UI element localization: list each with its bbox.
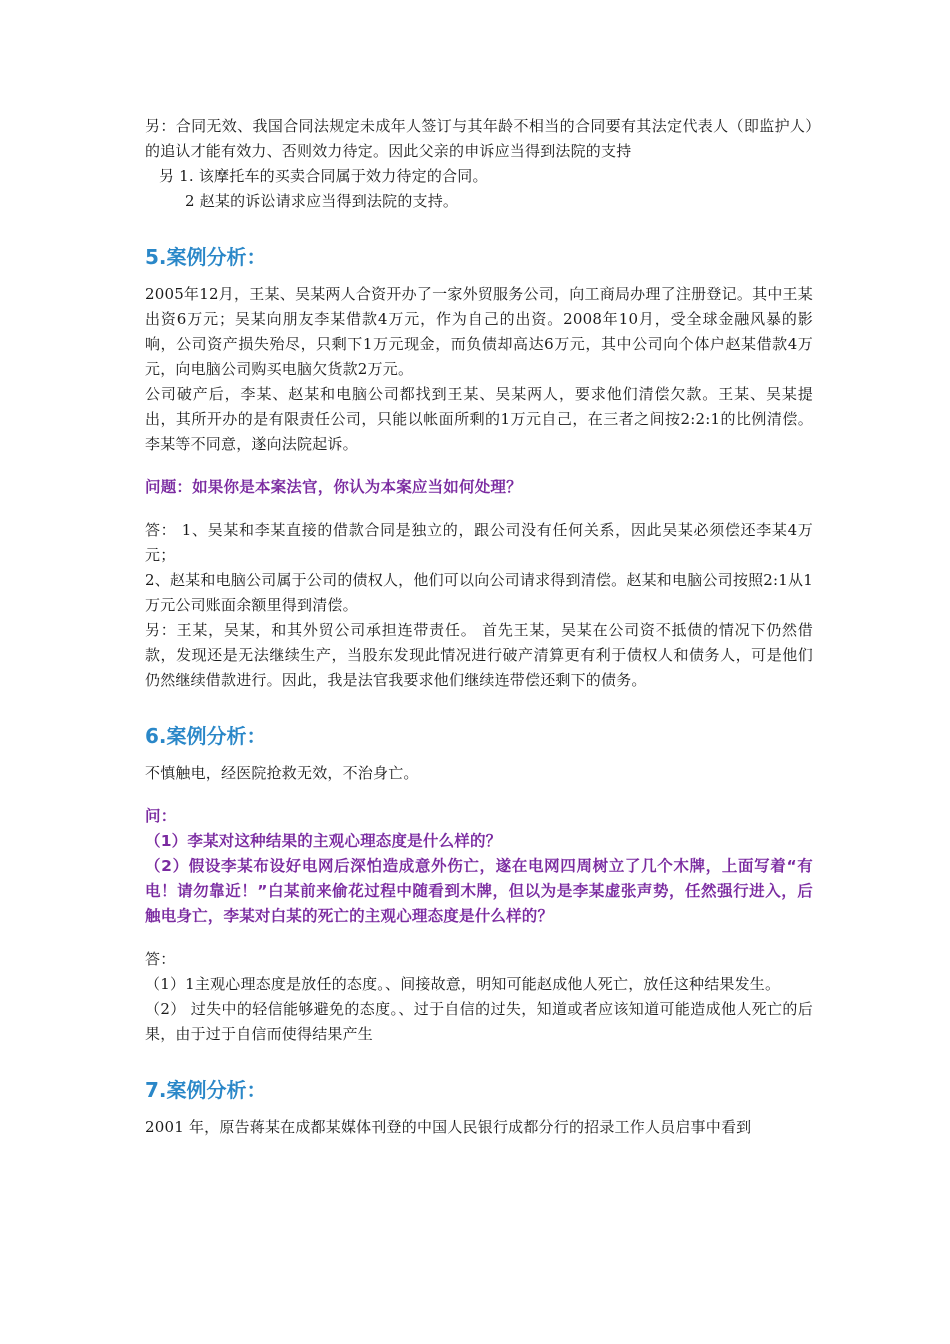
- case7-body: 2001 年，原告蒋某在成都某媒体刊登的中国人民银行成都分行的招录工作人员启事中看到: [145, 1118, 752, 1136]
- case7-heading: 7.案例分析：: [145, 1078, 267, 1102]
- case6-heading: 6.案例分析：: [145, 724, 267, 748]
- case5-body-1: 2005年12月，王某、吴某两人合资开办了一家外贸服务公司，向工商局办理了注册登记。其中王某出资6万元；吴某向朋友李某借款4万元，作为自己的出资。2008年10月，受全球金融风暴的影响，公司资产损失殆尽，只剩下1万元现金，而负债却高达6万元，其中公司向个体户赵某借款4万元，向电脑公司购买电脑欠货款2万元。: [145, 285, 813, 378]
- case5-answer-3: 另：王某，吴某，和其外贸公司承担连带责任。 首先王某，吴某在公司资不抵债的情况下仍然借款，发现还是无法继续生产，当股东发现此情况进行破产清算更有利于债权人和债务人，可是他们仍然继续借款进行。因此，我是法官我要求他们继续连带偿还剩下的债务。: [145, 621, 813, 689]
- intro-paragraph: 另：合同无效、我国合同法规定未成年人签订与其年龄不相当的合同要有其法定代表人（即监护人）的追认才能有效力、否则效力待定。因此父亲的申诉应当得到法院的支持: [145, 117, 813, 160]
- case6-answer-label: 答：: [145, 950, 176, 968]
- case6-question-1: （1）李某对这种结果的主观心理态度是什么样的？: [145, 832, 502, 850]
- case5-body-2: 公司破产后，李某、赵某和电脑公司都找到王某、吴某两人，要求他们清偿欠款。王某、吴某提出，其所开办的是有限责任公司，只能以帐面所剩的1万元自己，在三者之间按2:2:1的比例清偿。李某等不同意，遂向法院起诉。: [145, 385, 813, 453]
- case5-answer-1: 答： 1、吴某和李某直接的借款合同是独立的，跟公司没有任何关系，因此吴某必须偿还李某4万元；: [145, 521, 813, 564]
- intro-conclusion-1: 另 1. 该摩托车的买卖合同属于效力待定的合同。: [159, 167, 488, 185]
- document-page: [145, 114, 813, 1140]
- case6-answer-1: （1）1主观心理态度是放任的态度。、间接故意，明知可能赵成他人死亡，放任这种结果发生。: [145, 975, 781, 993]
- case6-question-label: 问：: [145, 807, 177, 825]
- case6-body: 不慎触电，经医院抢救无效，不治身亡。: [145, 764, 419, 782]
- case5-question: 问题：如果你是本案法官，你认为本案应当如何处理？: [145, 478, 522, 496]
- case6-question-2: （2）假设李某布设好电网后深怕造成意外伤亡，遂在电网四周树立了几个木牌，上面写着“有电！请勿靠近！”白某前来偷花过程中随看到木牌，但以为是李某虚张声势，任然强行进入，后触电身亡，李某对白某的死亡的主观心理态度是什么样的？: [145, 857, 813, 925]
- case6-answer-2: （2） 过失中的轻信能够避免的态度。、过于自信的过失，知道或者应该知道可能造成他人死亡的后果，由于过于自信而使得结果产生: [145, 1000, 813, 1043]
- case5-answer-2: 2、赵某和电脑公司属于公司的债权人，他们可以向公司请求得到清偿。赵某和电脑公司按照2:1从1万元公司账面余额里得到清偿。: [145, 571, 813, 614]
- case5-heading: 5.案例分析：: [145, 245, 267, 269]
- intro-conclusion-2: 2 赵某的诉讼请求应当得到法院的支持。: [185, 192, 459, 210]
